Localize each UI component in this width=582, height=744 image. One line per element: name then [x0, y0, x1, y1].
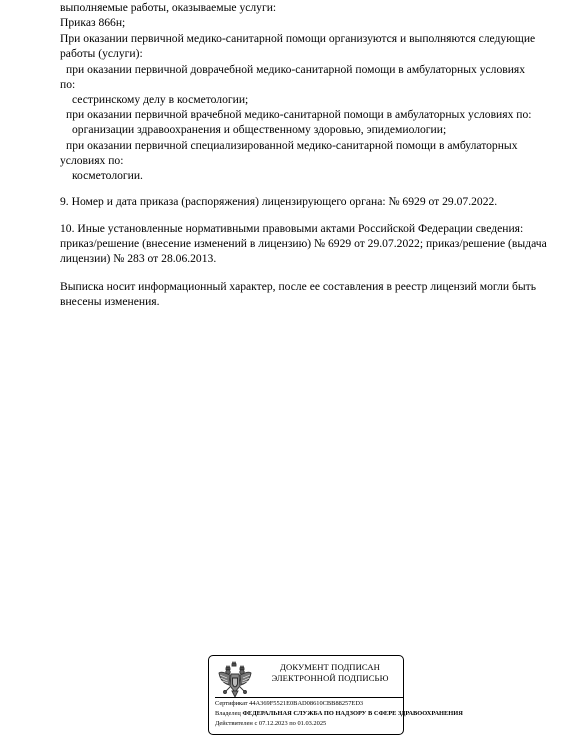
text-prehospital-care-2: по:: [60, 78, 76, 91]
text-health-organization: организации здравоохранения и общественному здоровью, эпидемиологии;: [72, 123, 447, 136]
stamp-validity-label: Действителен: [215, 720, 253, 727]
text-prehospital-care-1: при оказании первичной доврачебной медико-санитарной помощи в амбулаторных условиях: [66, 63, 526, 76]
stamp-certificate-label: Сертификат: [215, 700, 248, 707]
text-other-info-1: 10. Иные установленные нормативными правовыми актами Российской Федерации сведения:: [60, 222, 524, 235]
stamp-certificate-value: 44A369F5521E0BAD08610CBB88257ED3: [249, 700, 364, 707]
text-services-heading: выполняемые работы, оказываемые услуги:: [60, 1, 277, 14]
text-specialized-care-1: при оказании первичной специализированной медико-санитарной помощи в амбулаторных: [66, 139, 518, 152]
stamp-divider: [215, 697, 403, 698]
text-disclaimer-2: внесены изменения.: [60, 295, 160, 308]
stamp-validity-value: с 07.12.2023 по 01.03.2025: [254, 720, 327, 727]
text-specialized-care-2: условиях по:: [60, 154, 124, 167]
stamp-title-line-2: ЭЛЕКТРОННОЙ ПОДПИСЬЮ: [271, 672, 389, 683]
text-primary-care-intro-2: работы (услуги):: [60, 47, 143, 60]
stamp-owner-label: Владелец: [215, 710, 241, 717]
text-disclaimer-1: Выписка носит информационный характер, после ее составления в реестр лицензий могли быть: [60, 280, 536, 293]
text-physician-care: при оказании первичной врачебной медико-санитарной помощи в амбулаторных условиях по:: [66, 108, 532, 121]
stamp-owner-row: [215, 710, 463, 718]
double-headed-eagle-emblem-icon: [217, 661, 253, 701]
text-nursing-cosmetology: сестринскому делу в косметологии;: [72, 93, 249, 106]
text-other-info-2: приказ/решение (внесение изменений в лицензию) № 6929 от 29.07.2022; приказ/решение (выдача: [60, 237, 547, 250]
stamp-title: [255, 662, 405, 683]
text-primary-care-intro-1: При оказании первичной медико-санитарной помощи организуются и выполняются следующие: [60, 32, 536, 45]
text-cosmetology: косметологии.: [72, 169, 143, 182]
text-other-info-3: лицензии) № 283 от 28.06.2013.: [60, 252, 217, 265]
text-order-number-date: 9. Номер и дата приказа (распоряжения) лицензирующего органа: № 6929 от 29.07.2022.: [60, 195, 498, 208]
electronic-signature-stamp: [208, 655, 463, 735]
stamp-title-line-1: ДОКУМЕНТ ПОДПИСАН: [280, 662, 380, 672]
stamp-certificate-row: [215, 700, 363, 708]
stamp-validity-row: [215, 720, 326, 728]
text-order-866n: Приказ 866н;: [60, 16, 126, 29]
stamp-owner-value: ФЕДЕРАЛЬНАЯ СЛУЖБА ПО НАДЗОРУ В СФЕРЕ ЗДРАВООХРАНЕНИЯ: [242, 710, 463, 717]
